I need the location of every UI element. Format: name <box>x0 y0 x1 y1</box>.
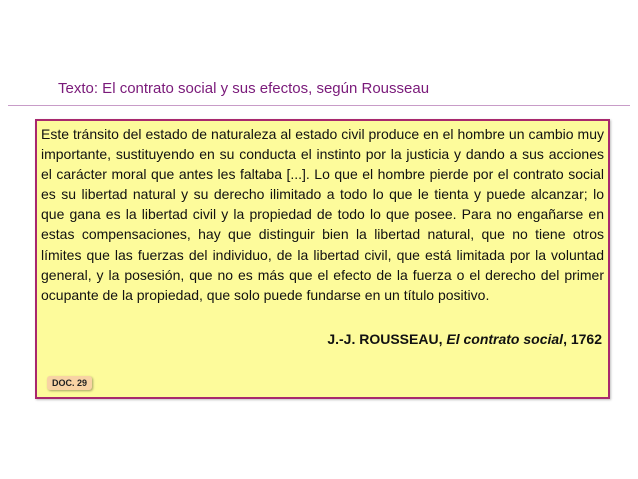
document-box <box>35 119 610 399</box>
citation-work: El contrato social <box>446 331 564 347</box>
document-badge: DOC. 29 <box>47 376 92 390</box>
citation-author: J.-J. ROUSSEAU, <box>327 331 447 347</box>
title-divider <box>8 105 630 106</box>
citation-year: , 1762 <box>563 331 602 347</box>
document-text: Este tránsito del estado de naturaleza al estado civil produce en el hombre un cambio muy importante, sustituyendo en su conducta el instinto por la justicia y dando a sus acciones el carácter moral que antes les faltaba [...]. Lo que el hombre pierde por el contrato social es su libertad natural y su derecho ilimitado a todo lo que le tienta y puede alcanzar; lo que gana es la libertad civil y la propiedad de todo lo que posee. Para no engañarse en estas compensaciones, hay que distinguir bien la libertad natural, que no tiene otros límites que las fuerzas del individuo, de la libertad civil, que está limitada por la voluntad general, y la posesión, que no es más que el efecto de la fuerza o el derecho del primer ocupante de la propiedad, que solo puede fundarse en un título positivo. <box>41 126 604 303</box>
citation <box>327 331 602 347</box>
slide-title: Texto: El contrato social y sus efectos, según Rousseau <box>58 80 430 97</box>
